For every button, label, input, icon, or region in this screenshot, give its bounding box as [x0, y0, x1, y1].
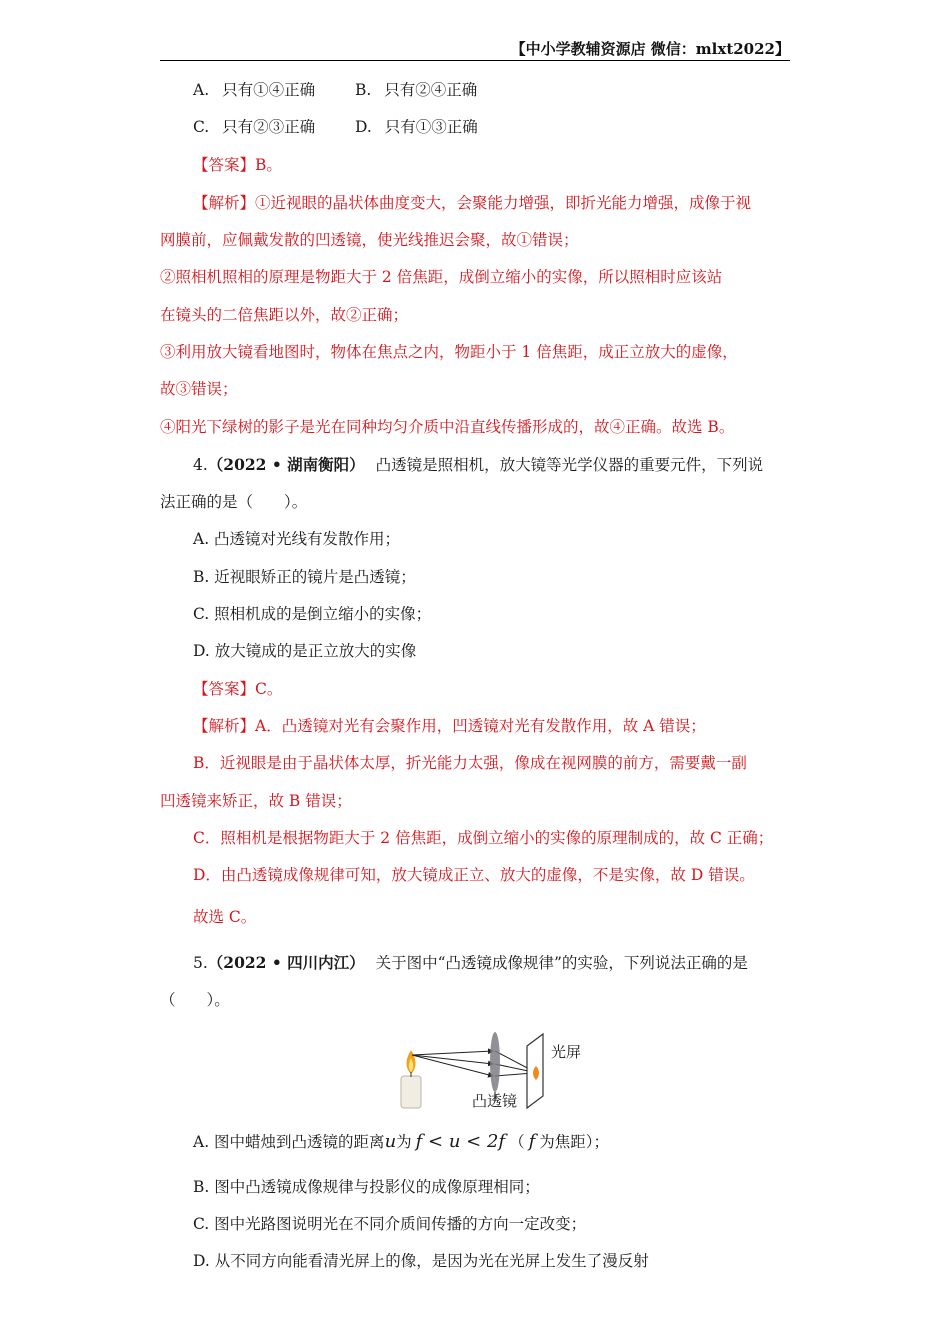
q4-stem-line-2: 法正确的是（ ）。: [160, 493, 308, 511]
q3-analysis-line-5: ③利用放大镜看地图时，物体在焦点之内，物距小于 1 倍焦距，成正立放大的虚像，: [160, 343, 738, 361]
option-text: A. 图中蜡烛到凸透镜的距离: [193, 1133, 385, 1151]
question-stem: 关于图中“凸透镜成像规律”的实验，下列说法正确的是: [375, 954, 748, 972]
variable-u: u: [384, 1131, 397, 1152]
q3-analysis-line-3: ②照相机照相的原理是物距大于 2 倍焦距，成倒立缩小的实像，所以照相时应该站: [160, 268, 723, 286]
q5-option-a: [193, 1132, 609, 1152]
option-letter: D.: [355, 118, 372, 136]
inequality: f < u < 2f: [415, 1131, 506, 1152]
option-text: 只有②④正确: [384, 81, 478, 99]
option-text: 只有②③正确: [222, 118, 316, 136]
q4-option-c: C. 照相机成的是倒立缩小的实像；: [193, 605, 432, 623]
q3-answer: 【答案】B。: [193, 156, 282, 174]
question-stem: 凸透镜是照相机，放大镜等光学仪器的重要元件，下列说: [375, 456, 764, 474]
option-text: 只有①③正确: [384, 118, 478, 136]
q3-analysis-line-4: 在镜头的二倍焦距以外，故②正确；: [160, 306, 409, 324]
q3-analysis-line-7: ④阳光下绿树的影子是光在同种均匀介质中沿直线传播形成的，故④正确。故选 B。: [160, 418, 735, 436]
q4-analysis-line-3: 凹透镜来矫正，故 B 错误；: [160, 792, 352, 810]
question-number: 4.: [193, 456, 208, 474]
option-letter: B.: [355, 81, 372, 99]
q4-option-d: D. 放大镜成的是正立放大的实像: [193, 642, 417, 660]
q4-conclusion: 故选 C。: [193, 908, 257, 926]
candle-icon: [401, 1076, 421, 1108]
convex-lens-icon: [490, 1032, 500, 1092]
page-header: 【中小学教辅资源店 微信：mlxt2022】: [510, 40, 790, 58]
q5-option-d: D. 从不同方向能看清光屏上的像，是因为光在光屏上发生了漫反射: [193, 1252, 649, 1270]
q4-answer: 【答案】C。: [193, 680, 283, 698]
q4-analysis-line-5: D．由凸透镜成像规律可知，放大镜成正立、放大的虚像，不是实像，故 D 错误。: [193, 866, 755, 884]
question-number: 5.: [193, 954, 208, 972]
q4-option-a: A. 凸透镜对光线有发散作用；: [193, 530, 401, 548]
option-letter: C.: [193, 118, 210, 136]
option-letter: A.: [193, 81, 210, 99]
q3-option-d: [355, 117, 478, 137]
q3-analysis-line-1: 【解析】①近视眼的晶状体曲度变大，会聚能力增强，即折光能力增强，成像于视: [193, 194, 752, 212]
q3-analysis-line-2: 网膜前，应佩戴发散的凹透镜，使光线推迟会聚，故①错误；: [160, 231, 579, 249]
q4-stem-line-1: [193, 455, 763, 475]
q3-option-b: [355, 80, 477, 100]
option-text: 为焦距）；: [539, 1133, 610, 1151]
q4-analysis-line-4: C．照相机是根据物距大于 2 倍焦距，成倒立缩小的实像的原理制成的，故 C 正确；: [193, 829, 774, 847]
question-source: （2022 • 湖南衡阳）: [207, 455, 365, 474]
screen-label: 光屏: [551, 1043, 582, 1061]
q5-stem-line-2: （ ）。: [160, 991, 230, 1009]
option-text: 只有①④正确: [222, 81, 316, 99]
q5-option-b: B. 图中凸透镜成像规律与投影仪的成像原理相同；: [193, 1178, 540, 1196]
option-text: （: [509, 1133, 525, 1151]
variable-f: f: [528, 1131, 536, 1152]
q4-option-b: B. 近视眼矫正的镜片是凸透镜；: [193, 568, 416, 586]
q4-analysis-line-2: B．近视眼是由于晶状体太厚，折光能力太强，像成在视网膜的前方，需要戴一副: [193, 754, 747, 772]
q3-option-c: [193, 117, 315, 137]
q4-analysis-line-1: 【解析】A．凸透镜对光有会聚作用，凹透镜对光有发散作用，故 A 错误；: [193, 717, 706, 735]
q3-option-a: [193, 80, 315, 100]
question-source: （2022 • 四川内江）: [207, 953, 365, 972]
q5-stem-line-1: [193, 953, 748, 973]
header-rule: [160, 60, 790, 61]
q5-option-c: C. 图中光路图说明光在不同介质间传播的方向一定改变；: [193, 1215, 587, 1233]
lens-label: 凸透镜: [472, 1092, 518, 1110]
q3-analysis-line-6: 故③错误；: [160, 380, 238, 398]
option-text: 为: [396, 1133, 412, 1151]
